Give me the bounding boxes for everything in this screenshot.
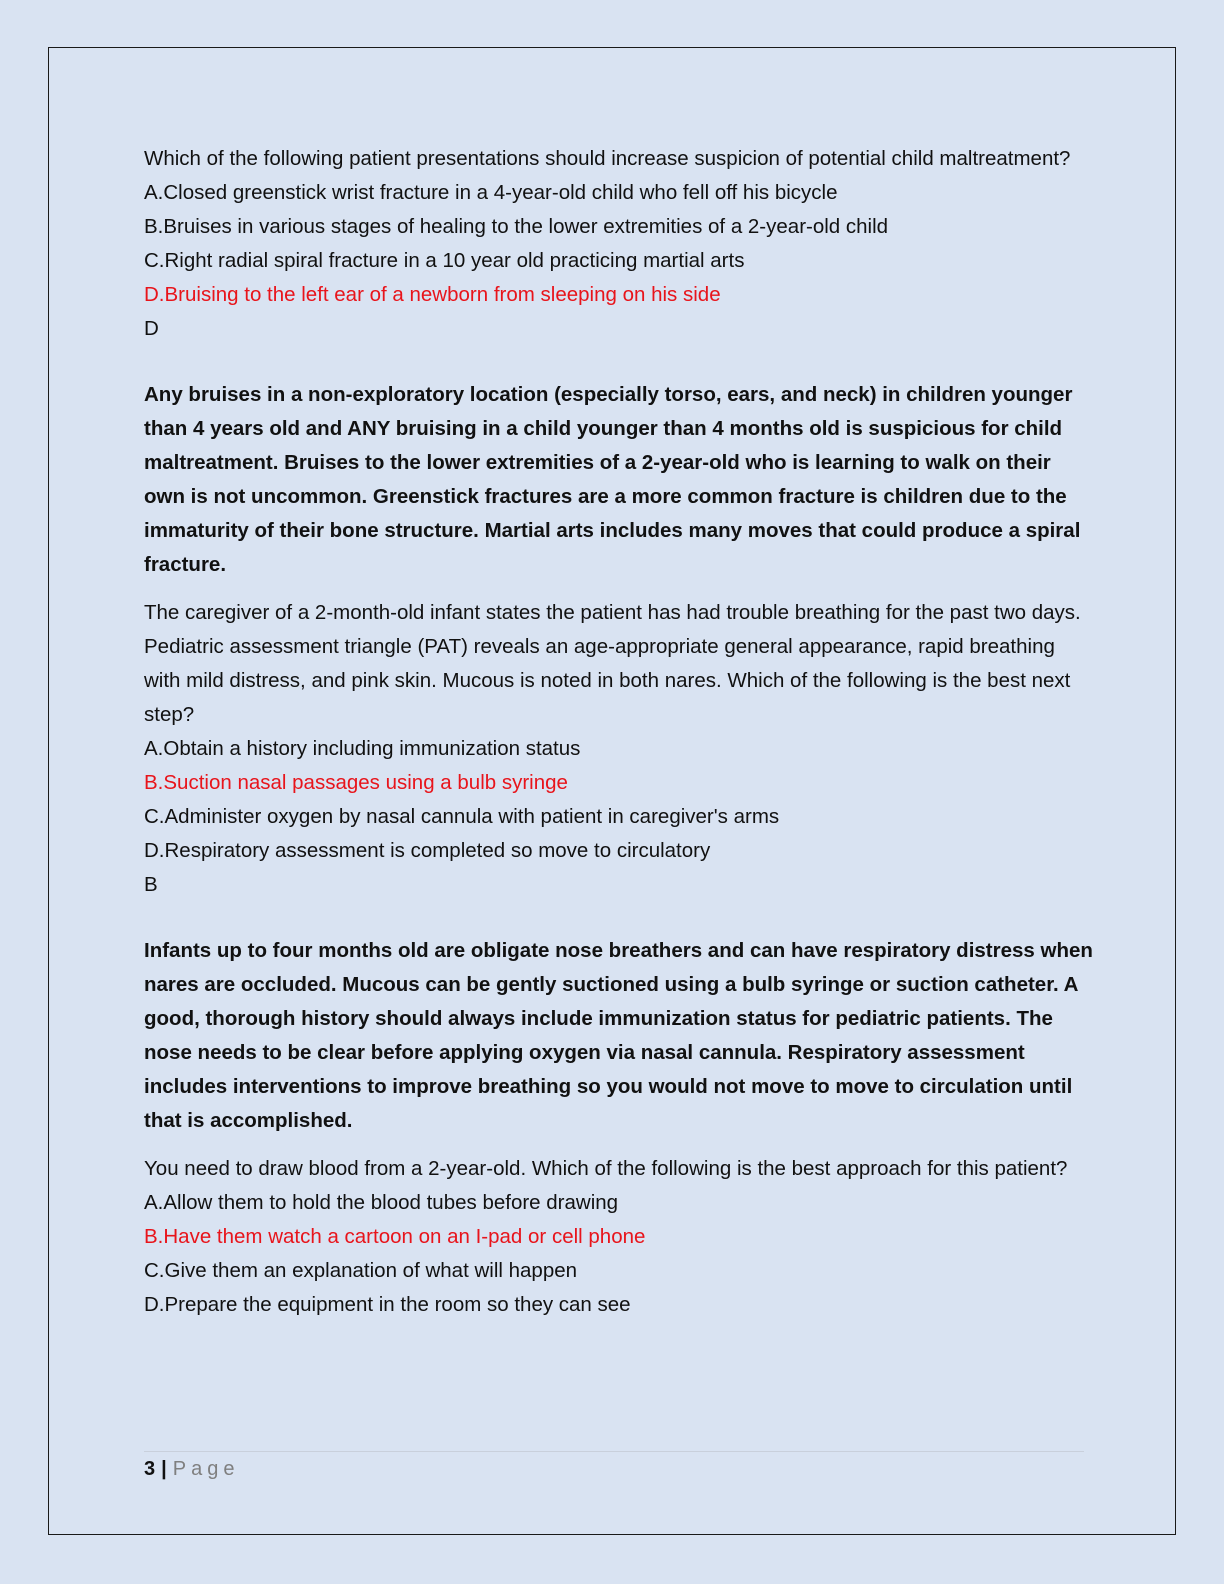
- footer-separator: |: [161, 1458, 167, 1480]
- answer-option-c: C.Right radial spiral fracture in a 10 year old practicing martial arts: [144, 249, 745, 272]
- document-body: [144, 142, 1094, 1322]
- answer-option-c: C.Give them an explanation of what will happen: [144, 1259, 578, 1282]
- answer-option-b-correct: B.Suction nasal passages using a bulb syringe: [144, 771, 568, 794]
- answer-option-b: B.Bruises in various stages of healing to the lower extremities of a 2-year-old child: [144, 215, 889, 238]
- answer-option-d-correct: D.Bruising to the left ear of a newborn from sleeping on his side: [144, 283, 721, 306]
- rationale: Any bruises in a non-exploratory location (especially torso, ears, and neck) in children younger than 4 years old and ANY bruising in a child younger than 4 months old is suspicious for child maltreatment. Bruises to the lower extremities of a 2-year-old who is learning to walk on their own is not uncommon. Greenstick fractures are a more common fracture is children due to the immaturity of their bone structure. Martial arts includes many moves that could produce a spiral fracture.: [144, 383, 1081, 576]
- answer-option-a: A.Closed greenstick wrist fracture in a 4-year-old child who fell off his bicycle: [144, 181, 838, 204]
- rationale: Infants up to four months old are obligate nose breathers and can have respiratory distress when nares are occluded. Mucous can be gently suctioned using a bulb syringe or suction catheter. A good, thorough history should always include immunization status for pediatric patients. The nose needs to be clear before applying oxygen via nasal cannula. Respiratory assessment includes interventions to improve breathing so you would not move to move to circulation until that is accomplished.: [144, 939, 1093, 1132]
- question-stem: The caregiver of a 2-month-old infant states the patient has had trouble breathing for the past two days. Pediatric assessment triangle (PAT) reveals an age-appropriate general appearance, rapid breathing with mild distress, and pink skin. Mucous is noted in both nares. Which of the following is the best next step?: [144, 601, 1081, 726]
- answer-option-d: D.Respiratory assessment is completed so move to circulatory: [144, 839, 711, 862]
- footer-divider: [144, 1451, 1084, 1452]
- answer-option-b-correct: B.Have them watch a cartoon on an I-pad or cell phone: [144, 1225, 646, 1248]
- answer-option-a: A.Obtain a history including immunization status: [144, 737, 581, 760]
- answer-key: D: [144, 317, 159, 340]
- answer-option-c: C.Administer oxygen by nasal cannula with patient in caregiver's arms: [144, 805, 780, 828]
- page-footer: [144, 1456, 239, 1482]
- page-number: 3: [144, 1458, 156, 1480]
- question-3: [144, 1152, 1094, 1322]
- question-stem: You need to draw blood from a 2-year-old. Which of the following is the best approach for this patient?: [144, 1157, 1068, 1180]
- answer-option-a: A.Allow them to hold the blood tubes before drawing: [144, 1191, 619, 1214]
- answer-option-d: D.Prepare the equipment in the room so they can see: [144, 1293, 631, 1316]
- question-2: [144, 596, 1094, 868]
- answer-key: B: [144, 873, 158, 896]
- page-label: Page: [172, 1458, 240, 1480]
- question-1: [144, 142, 1094, 312]
- question-stem: Which of the following patient presentations should increase suspicion of potential child maltreatment?: [144, 147, 1071, 170]
